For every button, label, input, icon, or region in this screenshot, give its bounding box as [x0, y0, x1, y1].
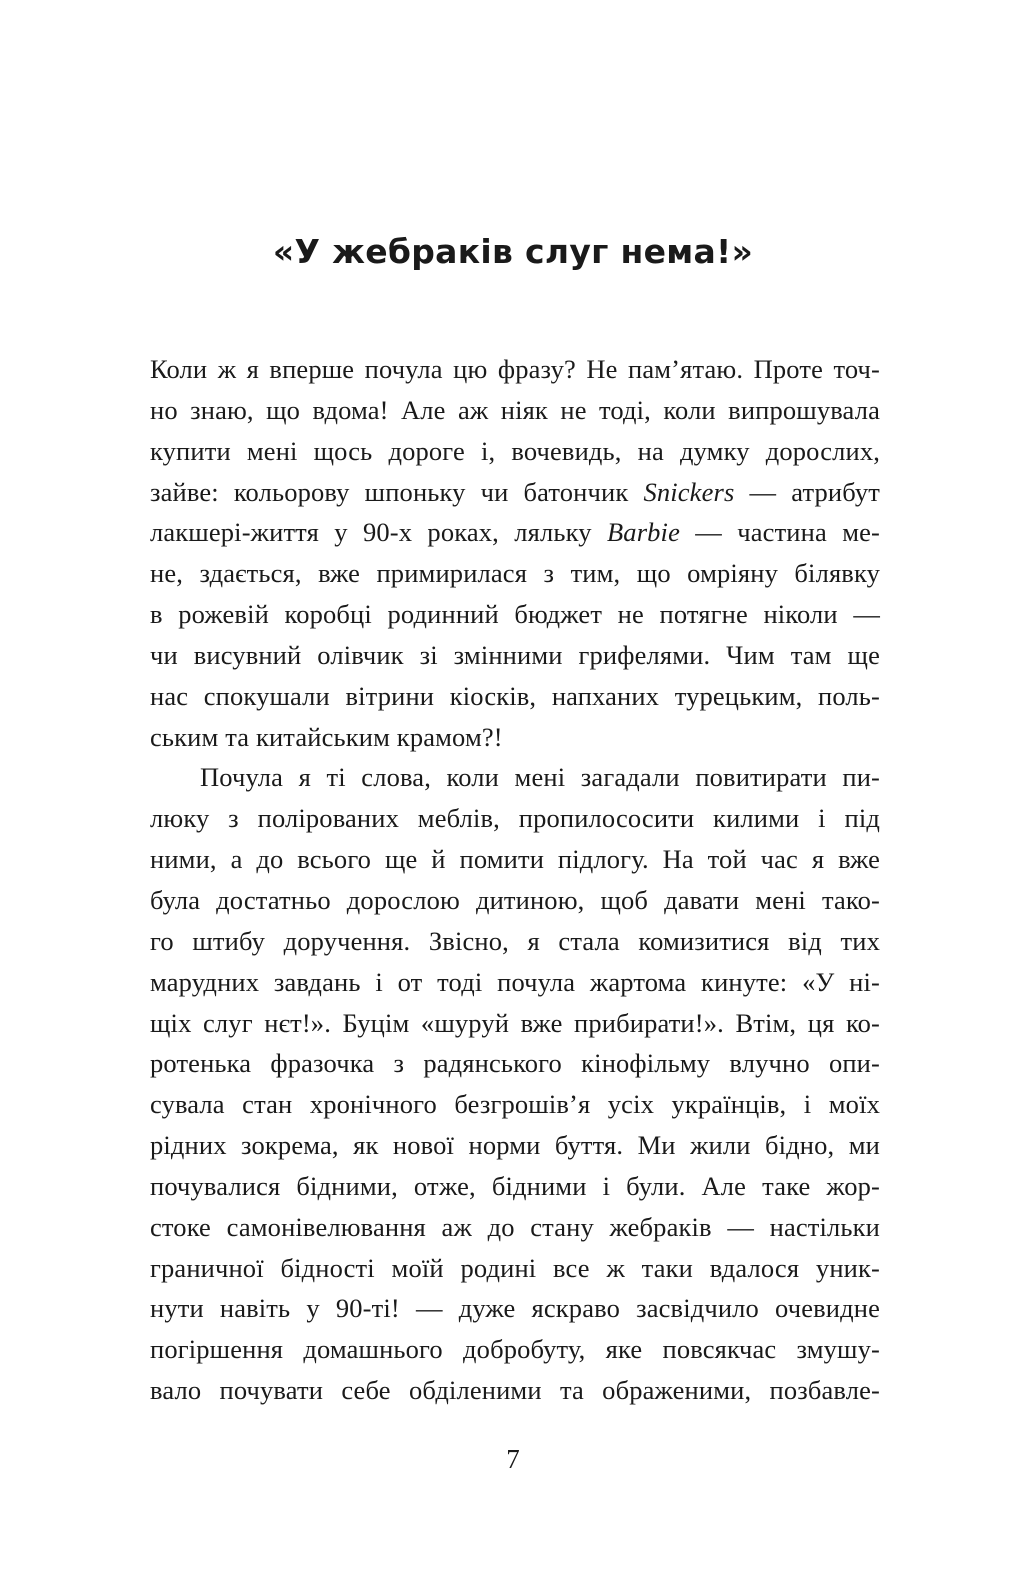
body-text — [150, 349, 880, 1411]
text-line: нути навіть у 90-ті! — дуже яскраво засвідчило очевидне — [150, 1293, 880, 1324]
text-line: чи висувний олівчик зі змінними грифелями. Чим там ще — [150, 639, 880, 670]
text-line: погіршення домашнього добробуту, яке повсякчас змушу- — [150, 1334, 880, 1365]
text-line: марудних завдань і от тоді почула жартома кинуте: «У ні- — [150, 966, 880, 997]
text-line: ським та китайським крамом?! — [150, 721, 503, 752]
text-line: рідних зокрема, як нової норми буття. Ми жили бідно, ми — [150, 1130, 880, 1161]
text-line: граничної бідності моїй родині все ж таки вдалося уник- — [150, 1252, 880, 1283]
text-line: нас спокушали вітрини кіосків, напханих турецьким, поль- — [150, 680, 880, 711]
text-line: купити мені щось дороге і, вочевидь, на думку дорослих, — [150, 435, 880, 466]
text-line: не, здається, вже примирилася з тим, що омріяну білявку — [150, 558, 880, 589]
text-line: в рожевій коробці родинний бюджет не потягне ніколи — — [150, 599, 880, 630]
chapter-title: «У жебраків слуг нема!» — [272, 232, 754, 271]
page-number: 7 — [506, 1444, 520, 1474]
text-fragment: лакшері-життя у 90-х роках, ляльку — [150, 517, 607, 548]
text-line: була достатньо дорослою дитиною, щоб давати мені тако- — [150, 884, 880, 915]
text-line: но знаю, що вдома! Але аж ніяк не тоді, коли випрошувала — [150, 394, 880, 425]
text-line: люку з полірованих меблів, пропилососити килими і під — [150, 803, 880, 834]
paragraph-1 — [150, 349, 880, 757]
text-line: Почула я ті слова, коли мені загадали повитирати пи- — [200, 762, 880, 793]
paragraph-2 — [150, 757, 880, 1411]
text-fragment: — частина ме- — [679, 517, 880, 548]
text-line: го штибу доручення. Звісно, я стала комизитися від тих — [150, 925, 880, 956]
text-fragment: зайве: кольорову шпоньку чи батончик — [150, 476, 644, 507]
text-line — [150, 472, 880, 513]
text-line: Коли ж я вперше почула цю фразу? Не пам’ятаю. Проте точ- — [150, 354, 880, 384]
brand-name-italic: Snickers — [643, 476, 735, 507]
text-line: вало почувати себе обділеними та ображеними, позбавле- — [150, 1375, 880, 1406]
text-line: сувала стан хронічного безгрошів’я усіх українців, і моїх — [150, 1089, 880, 1120]
text-line — [150, 512, 880, 553]
text-line: стоке самонівелювання аж до стану жебраків — настільки — [150, 1211, 880, 1242]
text-line: почувалися бідними, отже, бідними і були. Але таке жор- — [150, 1170, 880, 1201]
text-line: ними, а до всього ще й помити підлогу. На той час я вже — [150, 844, 880, 875]
text-fragment: — атрибут — [734, 476, 881, 507]
brand-name-italic: Barbie — [606, 517, 680, 548]
text-line: ротенька фразочка з радянського кінофільму влучно опи- — [150, 1048, 880, 1079]
text-line: щіх слуг нєт!». Буцім «шуруй вже прибирати!». Втім, ця ко- — [150, 1007, 880, 1038]
